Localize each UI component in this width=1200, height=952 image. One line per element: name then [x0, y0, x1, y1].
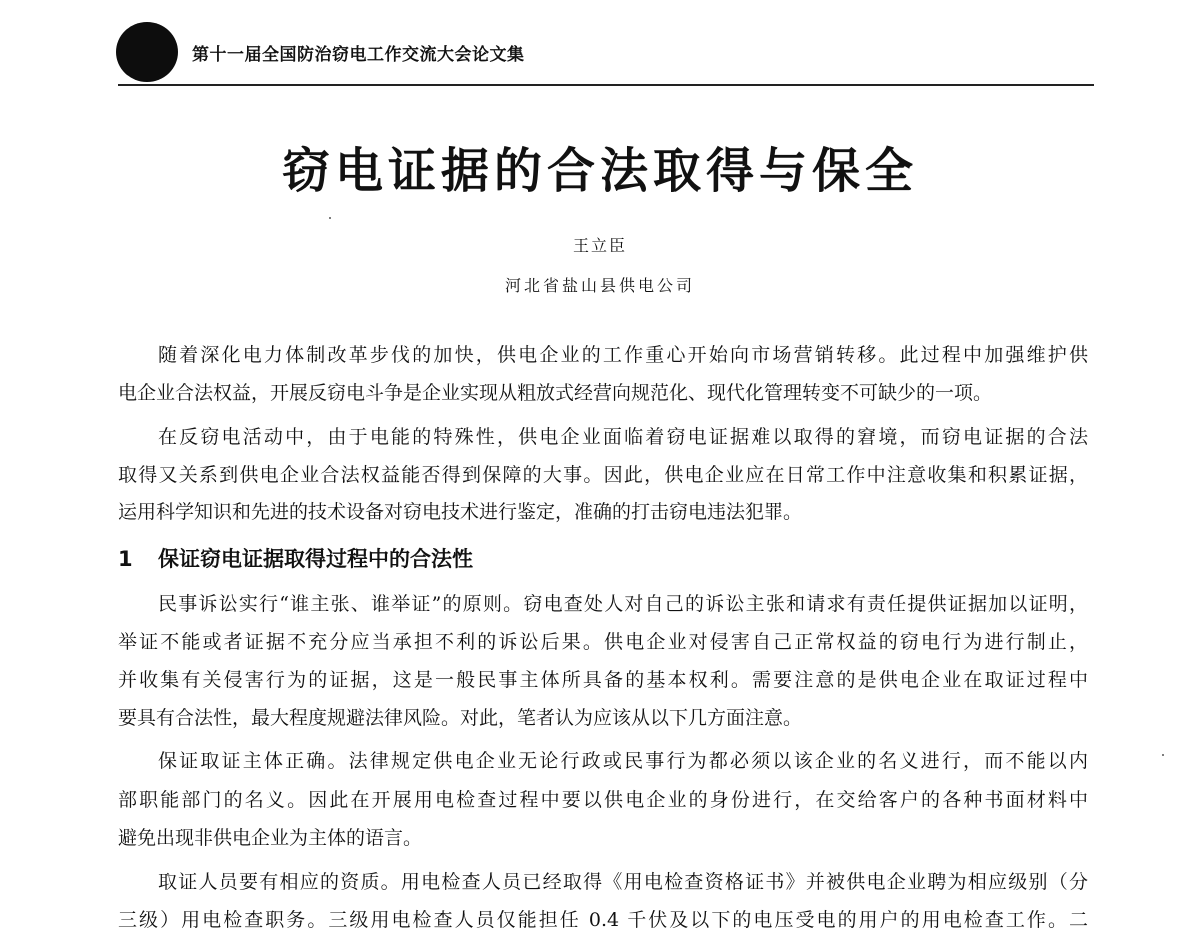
proceedings-title: 第十一届全国防治窃电工作交流大会论文集 [192, 45, 525, 65]
paragraph-line: 三级）用电检查职务。三级用电检查人员仅能担任 0.4 千伏及以下的电压受电的用户的用电检查工作。二 [118, 909, 1088, 931]
paper-title: 窃电证据的合法取得与保全 [281, 143, 918, 199]
paragraph-line: 电企业合法权益，开展反窃电斗争是企业实现从粗放式经营向规范化、现代化管理转变不可缺少的一项。 [118, 382, 993, 404]
author-affiliation: 河北省盐山县供电公司 [504, 276, 695, 295]
paragraph-line: 在反窃电活动中，由于电能的特殊性，供电企业面临着窃电证据难以取得的窘境，而窃电证据的合法 [158, 426, 1088, 448]
section-number: 1 [118, 547, 133, 571]
scan-speck [1162, 754, 1164, 756]
paragraph-line: 取得又关系到供电企业合法权益能否得到保障的大事。因此，供电企业应在日常工作中注意收集和积累证据， [118, 464, 1088, 486]
scan-speck [329, 217, 331, 219]
paragraph-line: 随着深化电力体制改革步伐的加快，供电企业的工作重心开始向市场营销转移。此过程中加强维护供 [158, 344, 1088, 366]
paragraph-line: 要具有合法性，最大程度规避法律风险。对此，笔者认为应该从以下几方面注意。 [118, 707, 803, 729]
paragraph-line: 民事诉讼实行“谁主张、谁举证”的原则。窃电查处人对自己的诉讼主张和请求有责任提供证据加以证明， [158, 593, 1088, 615]
author-name: 王立臣 [572, 236, 627, 255]
paragraph-line: 取证人员要有相应的资质。用电检查人员已经取得《用电检查资格证书》并被供电企业聘为相应级别（分 [158, 871, 1088, 893]
conference-logo [116, 22, 178, 82]
section-title: 保证窃电证据取得过程中的合法性 [158, 547, 473, 571]
paragraph-line: 运用科学知识和先进的技术设备对窃电技术进行鉴定，准确的打击窃电违法犯罪。 [118, 501, 803, 523]
paragraph-line: 保证取证主体正确。法律规定供电企业无论行政或民事行为都必须以该企业的名义进行，而不能以内 [158, 750, 1088, 772]
paragraph-line: 部职能部门的名义。因此在开展用电检查过程中要以供电企业的身份进行，在交给客户的各种书面材料中 [118, 789, 1088, 811]
paragraph-line: 举证不能或者证据不充分应当承担不利的诉讼后果。供电企业对侵害自己正常权益的窃电行为进行制止， [118, 631, 1088, 653]
section-heading [118, 543, 473, 573]
paragraph-line: 并收集有关侵害行为的证据，这是一般民事主体所具备的基本权利。需要注意的是供电企业在取证过程中 [118, 669, 1088, 691]
paragraph-line: 避免出现非供电企业为主体的语言。 [118, 827, 423, 849]
header-divider [118, 84, 1094, 86]
